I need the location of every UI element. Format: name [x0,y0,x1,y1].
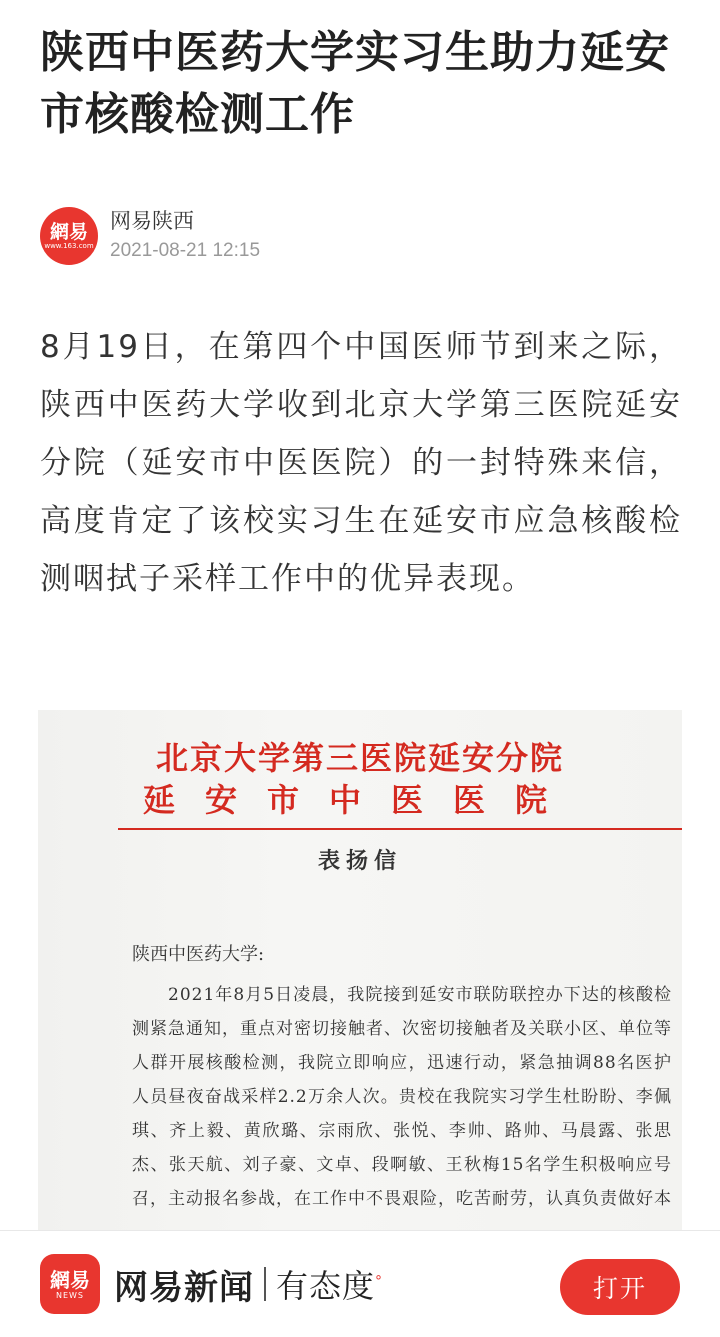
article-source[interactable] [40,204,260,268]
article-paragraph: 8月19日，在第四个中国医师节到来之际，陕西中医药大学收到北京大学第三医院延安分院（延安市中医医院）的一封特殊来信，高度肯定了该校实习生在延安市应急核酸检测咽拭子采样工作中的优异表现。 [40,329,682,597]
source-logo-sub: www.163.com [44,242,94,250]
publish-time: 2021-08-21 12:15 [110,240,261,261]
divider [264,1267,266,1301]
app-logo-text: 網易 [50,1267,90,1292]
app-download-bar[interactable] [0,1230,720,1337]
letter-photo[interactable] [38,710,682,1230]
app-slogan [276,1261,383,1307]
app-name: 网易新闻 [114,1267,254,1308]
app-slogan-text: 有态度 [276,1267,376,1305]
source-name[interactable]: 网易陕西 [110,209,194,233]
netease-news-logo-icon [40,1254,100,1314]
article-title: 陕西中医药大学实习生助力延安市核酸检测工作 [40,27,670,140]
open-app-button[interactable]: 打开 [560,1259,680,1315]
letterhead-rule [118,828,682,830]
netease-shaanxi-logo-icon[interactable] [40,207,98,265]
app-logo-sub: NEWS [55,1290,85,1300]
letter-greeting: 陕西中医药大学: [132,944,265,965]
slogan-dot-icon: ° [375,1273,384,1290]
letter-title: 表扬信 [317,848,402,874]
letterhead-line1: 北京大学第三医院延安分院 [155,739,564,777]
letterhead-line2: 延安市中医医院 [142,781,577,819]
source-logo-text: 網易 [49,221,88,243]
letter-body: 2021年8月5日凌晨，我院接到延安市联防联控办下达的核酸检测紧急通知，重点对密切接触者、次密切接触者及关联小区、单位等人群开展核酸检测，我院立即响应，迅速行动，紧急抽调88名医护人员昼夜奋战采样2.2万余人次。贵校在我院实习学生杜盼盼、李佩琪、齐上毅、黄欣璐、宗雨欣、张悦、李帅、路帅、马晨露、张思杰、张天航、刘子豪、文卓、段啊敏、王秋梅15名学生积极响应号召，主动报名参战，在工作中不畏艰险，吃苦耐劳，认真负责做好本 [132,985,672,1209]
